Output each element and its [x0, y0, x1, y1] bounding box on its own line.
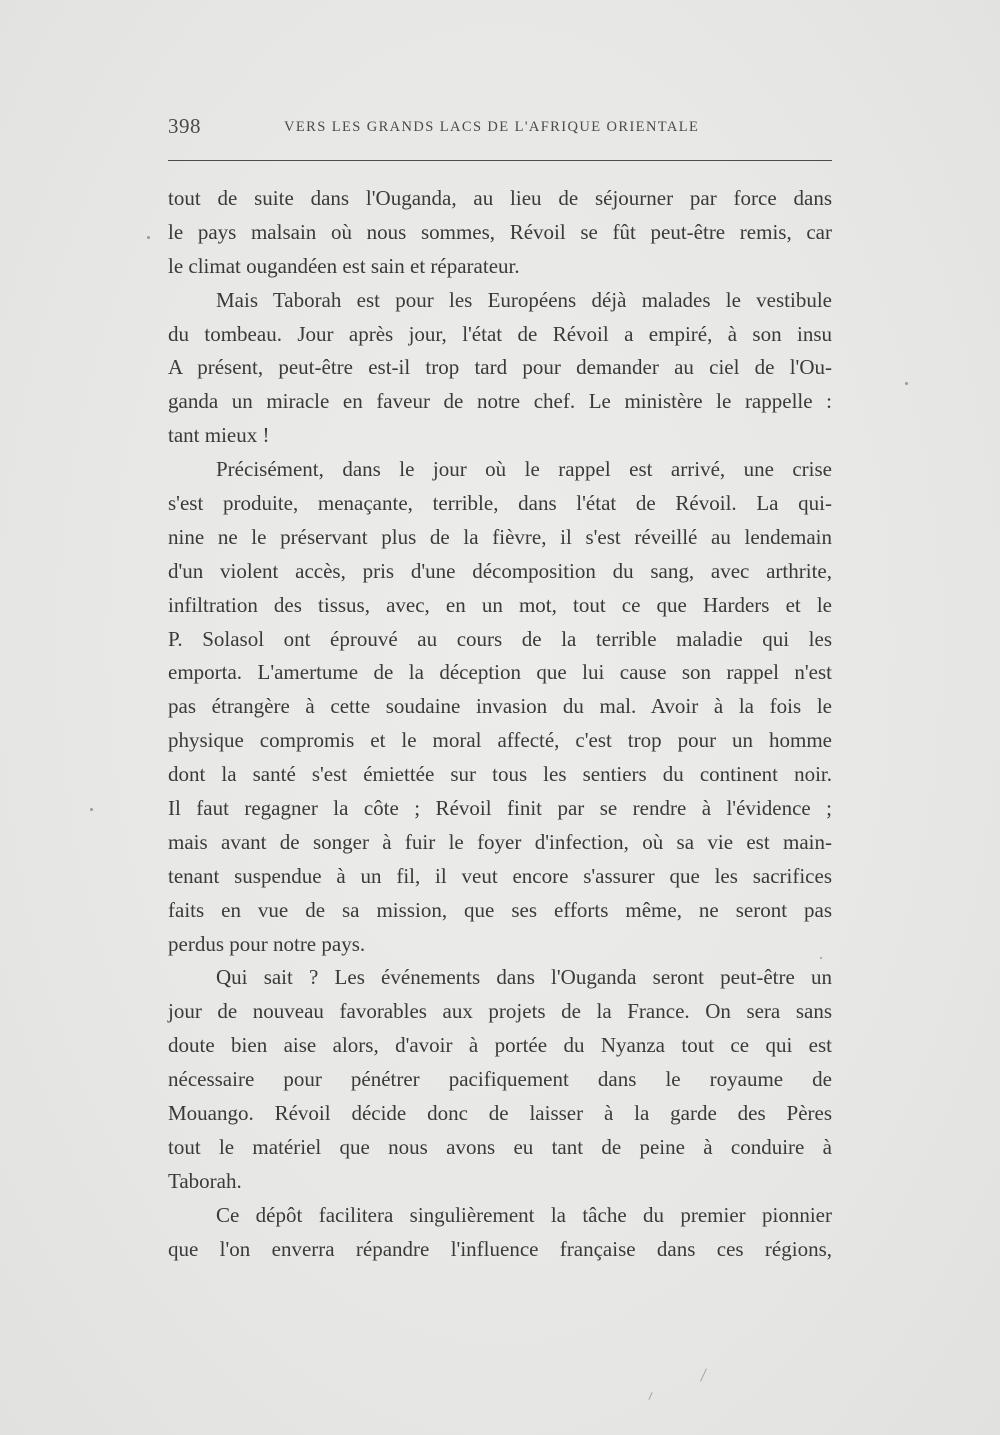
text-line: dont la santé s'est émiettée sur tous les sentiers du continent noir.	[168, 762, 832, 787]
body-text	[168, 182, 832, 1267]
text-line: que l'on enverra répandre l'influence française dans ces régions,	[168, 1236, 832, 1261]
text-line: perdus pour notre pays.	[168, 931, 366, 956]
page-number: 398	[168, 114, 201, 138]
text-line: Il faut regagner la côte ; Révoil finit par se rendre à l'évidence ;	[168, 796, 832, 821]
text-line: pas étrangère à cette soudaine invasion du mal. Avoir à la fois le	[168, 694, 832, 719]
text-line: Mais Taborah est pour les Européens déjà malades le vestibule	[216, 287, 832, 312]
text-line: ganda un miracle en faveur de notre chef. Le ministère le rappelle :	[168, 389, 832, 414]
text-line: le climat ougandéen est sain et réparateur.	[168, 253, 520, 278]
text-line: tout le matériel que nous avons eu tant de peine à conduire à	[168, 1134, 832, 1159]
text-line: d'un violent accès, pris d'une décomposition du sang, avec arthrite,	[168, 558, 832, 583]
text-line: jour de nouveau favorables aux projets de la France. On sera sans	[168, 999, 832, 1024]
text-line: tant mieux !	[168, 423, 270, 448]
text-line: Ce dépôt facilitera singulièrement la tâche du premier pionnier	[216, 1202, 832, 1227]
text-line: du tombeau. Jour après jour, l'état de Révoil a empiré, à son insu	[168, 321, 832, 346]
text-line: Précisément, dans le jour où le rappel est arrivé, une crise	[216, 457, 832, 482]
text-line: emporta. L'amertume de la déception que lui cause son rappel n'est	[168, 660, 832, 685]
text-line: infiltration des tissus, avec, en un mot, tout ce que Harders et le	[168, 592, 832, 617]
text-line: Qui sait ? Les événements dans l'Ouganda seront peut-être un	[216, 965, 832, 990]
text-line: mais avant de songer à fuir le foyer d'infection, où sa vie est main-	[168, 829, 832, 854]
text-line: Mouango. Révoil décide donc de laisser à la garde des Pères	[168, 1101, 832, 1126]
paper-speck	[905, 382, 908, 385]
text-line: faits en vue de sa mission, que ses efforts même, ne seront pas	[168, 897, 832, 922]
text-line: P. Solasol ont éprouvé au cours de la terrible maladie qui les	[168, 626, 832, 651]
running-head	[168, 112, 832, 142]
header-rule	[168, 160, 832, 161]
text-line: tout de suite dans l'Ouganda, au lieu de séjourner par force dans	[168, 186, 832, 210]
text-line: s'est produite, menaçante, terrible, dans l'état de Révoil. La qui-	[168, 491, 832, 516]
text-line: le pays malsain où nous sommes, Révoil se fût peut-être remis, car	[168, 219, 832, 244]
paper-speck	[147, 236, 150, 239]
text-line: doute bien aise alors, d'avoir à portée du Nyanza tout ce qui est	[168, 1033, 832, 1058]
running-title: VERS LES GRANDS LACS DE L'AFRIQUE ORIENTALE	[284, 119, 700, 135]
text-line: A présent, peut-être est-il trop tard pour demander au ciel de l'Ou-	[168, 355, 832, 380]
paper-speck	[820, 957, 822, 959]
text-line: Taborah.	[168, 1168, 242, 1193]
paper-mark	[648, 1392, 652, 1400]
text-line: tenant suspendue à un fil, il veut encore s'assurer que les sacrifices	[168, 863, 832, 888]
text-line: nécessaire pour pénétrer pacifiquement dans le royaume de	[168, 1067, 832, 1092]
text-line: physique compromis et le moral affecté, c'est trop pour un homme	[168, 728, 832, 753]
paper-mark	[700, 1368, 707, 1381]
paper-speck	[90, 808, 93, 811]
text-line: nine ne le préservant plus de la fièvre, il s'est réveillé au lendemain	[168, 524, 832, 549]
